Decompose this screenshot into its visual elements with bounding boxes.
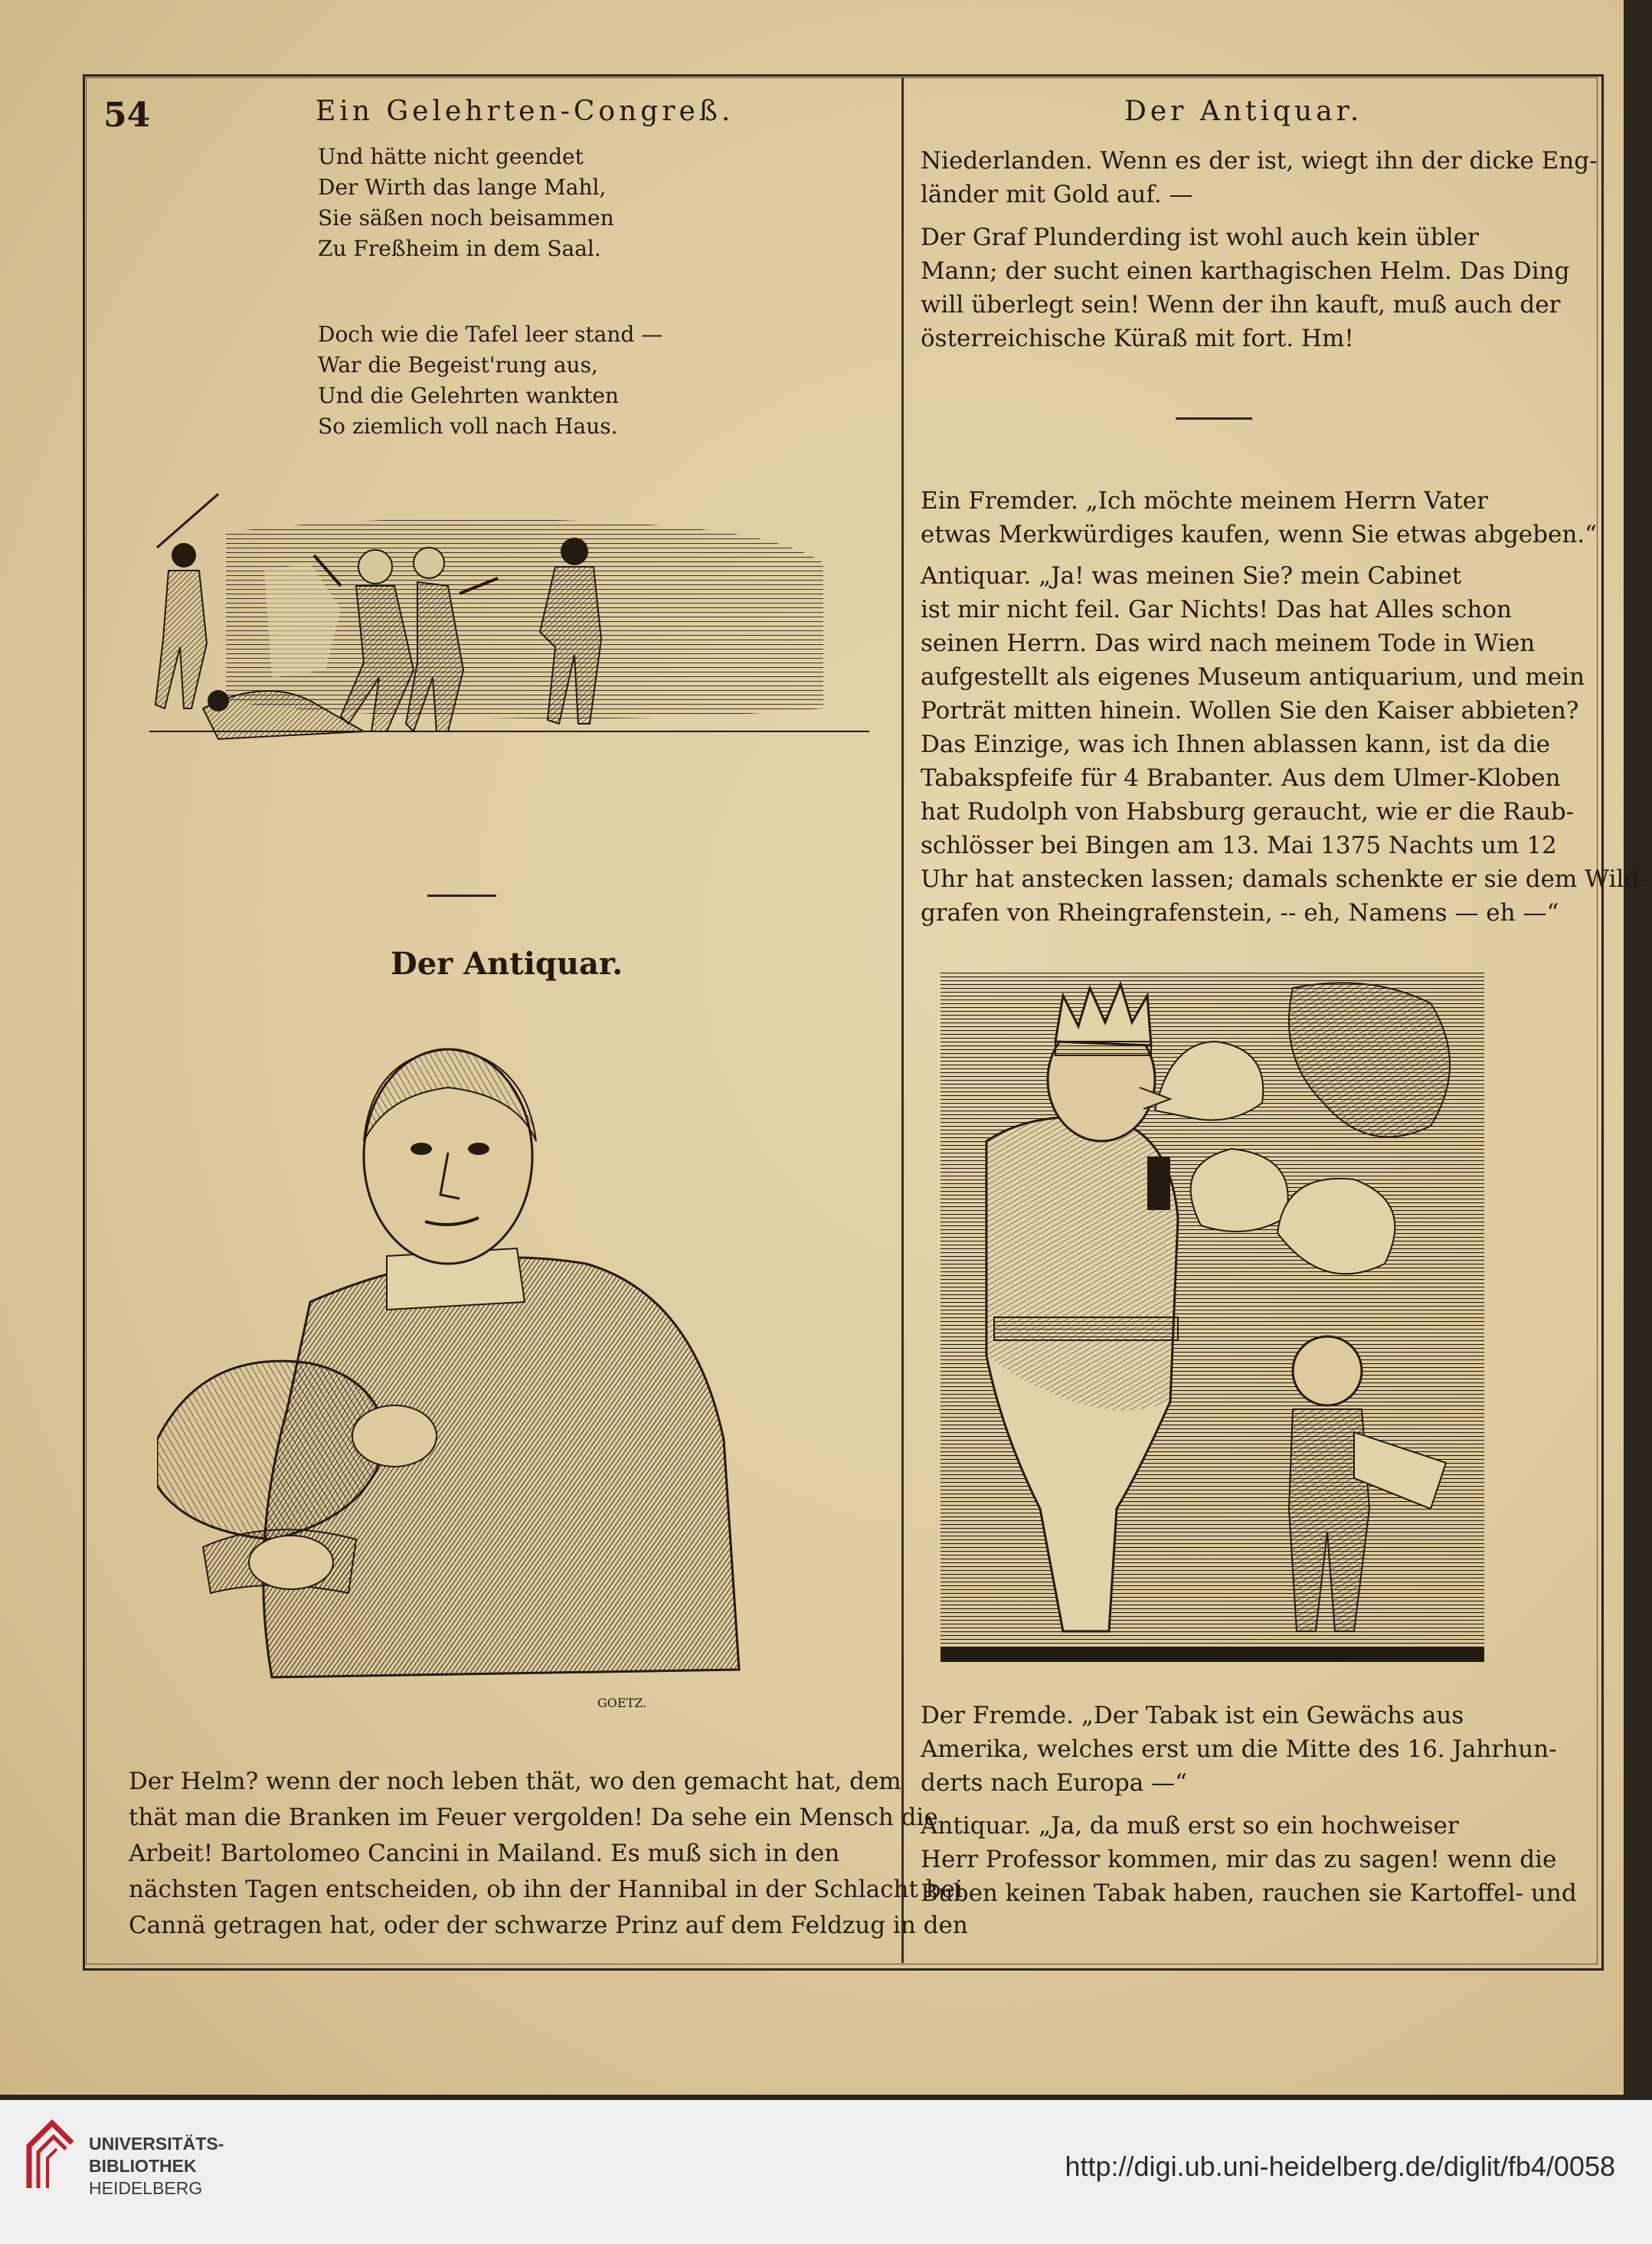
text-line: ist mir nicht feil. Gar Nichts! Das hat Alles schon [921, 596, 1513, 623]
verse-line: Der Wirth das lange Mahl, [318, 175, 607, 200]
text-line: seinen Herrn. Das wird nach meinem Tode in Wien [921, 630, 1536, 657]
separator-rule [427, 895, 496, 897]
antiquarian-portrait [157, 1011, 831, 1716]
left-running-title: Ein Gelehrten-Congreß. [316, 96, 734, 127]
separator-rule [1176, 417, 1252, 420]
text-line: Der Graf Plunderding ist wohl auch kein übler [921, 224, 1479, 251]
text-line: will überlegt sein! Wenn der ihn kauft, muß auch der [921, 291, 1561, 319]
verse-line: So ziemlich voll nach Haus. [318, 414, 618, 439]
verse-line: Und hätte nicht geendet [318, 144, 584, 169]
library-logo-icon [21, 2115, 80, 2200]
verse-line: Zu Freßheim in dem Saal. [318, 236, 601, 261]
illustrator-signature: GOETZ. [597, 1696, 647, 1710]
scholars-illustration [111, 479, 892, 793]
text-line: thät man die Branken im Feuer vergolden! Da sehe ein Mensch die [129, 1804, 938, 1831]
viewer-footer [0, 2100, 1652, 2244]
king-pipe-illustration [940, 973, 1484, 1677]
text-line: grafen von Rheingrafenstein, -- eh, Namens — eh —“ [921, 899, 1559, 927]
text-line: Porträt mitten hinein. Wollen Sie den Kaiser abbieten? [921, 697, 1579, 725]
text-line: länder mit Gold auf. — [921, 181, 1193, 208]
text-line: Buben keinen Tabak haben, rauchen sie Kartoffel- und [921, 1879, 1577, 1907]
text-line: Der Fremde. „Der Tabak ist ein Gewächs aus [921, 1702, 1464, 1729]
page-number: 54 [103, 96, 151, 135]
text-line: Tabakspfeife für 4 Brabanter. Aus dem Ulmer-Kloben [921, 764, 1561, 792]
right-running-title: Der Antiquar. [1124, 96, 1363, 127]
text-line: Mann; der sucht einen karthagischen Helm. Das Ding [921, 257, 1570, 285]
library-name-line: UNIVERSITÄTS- [89, 2134, 224, 2154]
text-line: österreichische Küraß mit fort. Hm! [921, 325, 1354, 352]
text-line: Der Helm? wenn der noch leben thät, wo den gemacht hat, dem [129, 1768, 901, 1795]
section-title: Der Antiquar. [391, 946, 623, 982]
text-line: Amerika, welches erst um die Mitte des 16. Jahrhun- [921, 1735, 1557, 1763]
text-line: Antiquar. „Ja! was meinen Sie? mein Cabinet [921, 562, 1462, 590]
verse-line: Doch wie die Tafel leer stand — [318, 322, 663, 347]
text-line: Arbeit! Bartolomeo Cancini in Mailand. Es muß sich in den [129, 1840, 840, 1867]
text-line: Niederlanden. Wenn es der ist, wiegt ihn der dicke Eng- [921, 147, 1598, 175]
text-line: Ein Fremder. „Ich möchte meinem Herrn Vater [921, 487, 1488, 515]
text-line: hat Rudolph von Habsburg geraucht, wie er die Raub- [921, 798, 1575, 826]
text-line: Herr Professor kommen, mir das zu sagen! wenn die [921, 1846, 1557, 1873]
library-name-line: HEIDELBERG [89, 2178, 203, 2198]
text-line: etwas Merkwürdiges kaufen, wenn Sie etwas abgeben.“ [921, 521, 1598, 548]
verse-line: Und die Gelehrten wankten [318, 383, 619, 408]
text-line: aufgestellt als eigenes Museum antiquarium, und mein [921, 663, 1585, 691]
library-name-line: BIBLIOTHEK [89, 2156, 197, 2176]
text-line: nächsten Tagen entscheiden, ob ihn der Hannibal in der Schlacht bei [129, 1876, 963, 1903]
text-line: Cannä getragen hat, oder der schwarze Prinz auf dem Feldzug in den [129, 1912, 968, 1939]
verse-line: War die Begeist'rung aus, [318, 352, 598, 378]
text-line: Das Einzige, was ich Ihnen ablassen kann, ist da die [921, 731, 1550, 758]
text-line: derts nach Europa —“ [921, 1769, 1187, 1797]
text-line: Uhr hat anstecken lassen; damals schenkte er sie dem Wild- [921, 865, 1647, 893]
text-line: schlösser bei Bingen am 13. Mai 1375 Nachts um 12 [921, 832, 1557, 859]
column-divider [901, 77, 904, 1963]
text-line: Antiquar. „Ja, da muß erst so ein hochweiser [921, 1812, 1459, 1840]
source-url-link[interactable]: http://digi.ub.uni-heidelberg.de/diglit/fb4/0058 [1065, 2151, 1615, 2182]
library-name [89, 2133, 224, 2200]
verse-line: Sie säßen noch beisammen [318, 205, 614, 231]
